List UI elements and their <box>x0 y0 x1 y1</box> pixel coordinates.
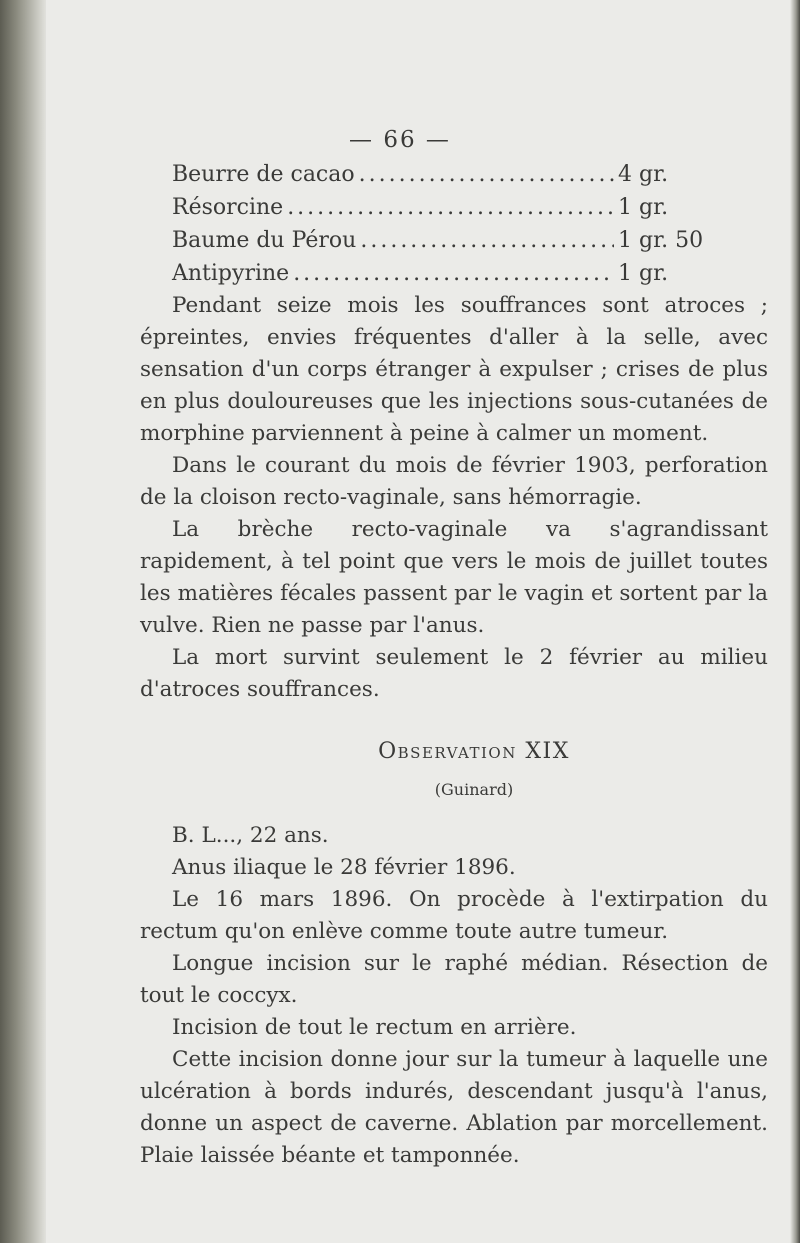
body-text <box>140 290 768 1172</box>
ingredient-name: Antipyrine <box>172 261 290 286</box>
leader-dots <box>359 162 614 187</box>
page-number: — 66 — <box>349 127 451 153</box>
recipe-row <box>172 195 692 228</box>
ingredient-name: Baume du Pérou <box>172 228 357 253</box>
recipe-row <box>172 162 692 195</box>
leader-dots <box>293 261 614 286</box>
paragraph: Pendant seize mois les souffrances sont atroces ; épreintes, envies fréquentes d'aller à la selle, avec sensation d'un corps étranger à expulser ; crises de plus en plus douloureuses que les injections sous-cutanées de morphine parviennent à peine à calmer un moment. <box>140 293 768 446</box>
paragraph: Incision de tout le rectum en arrière. <box>172 1015 577 1040</box>
paragraph: B. L..., 22 ans. <box>172 823 329 848</box>
page-left-edge <box>0 0 46 1243</box>
observation-author: (Guinard) <box>434 780 514 799</box>
paragraph: Anus iliaque le 28 février 1896. <box>172 855 516 880</box>
page-right-edge <box>790 0 800 1243</box>
ingredient-quantity: 1 gr. <box>618 261 669 286</box>
paragraph: La mort survint seulement le 2 février au milieu d'atroces souffrances. <box>140 645 768 702</box>
leader-dots <box>360 228 614 253</box>
recipe-row <box>172 228 704 261</box>
ingredient-name: Beurre de cacao <box>172 162 355 187</box>
ingredient-quantity: 4 gr. <box>618 162 669 187</box>
leader-dots <box>287 195 614 220</box>
recipe-list <box>172 162 704 294</box>
paragraph: Cette incision donne jour sur la tumeur à laquelle une ulcération à bords indurés, descendant jusqu'à l'anus, donne un aspect de caverne. Ablation par morcellement. Plaie laissée béante et tamponnée. <box>140 1047 768 1168</box>
ingredient-quantity: 1 gr. 50 <box>618 228 704 253</box>
paragraph: La brèche recto-vaginale va s'agrandissant rapidement, à tel point que vers le mois de juillet toutes les matières fécales passent par le vagin et sortent par la vulve. Rien ne passe par l'anus. <box>140 517 768 638</box>
ingredient-name: Résorcine <box>172 195 284 220</box>
paragraph: Dans le courant du mois de février 1903, perforation de la cloison recto-vaginale, sans hémorragie. <box>140 453 768 510</box>
ingredient-quantity: 1 gr. <box>618 195 669 220</box>
paragraph: Le 16 mars 1896. On procède à l'extirpation du rectum qu'on enlève comme toute autre tumeur. <box>140 887 768 944</box>
paragraph: Longue incision sur le raphé médian. Résection de tout le coccyx. <box>140 951 768 1008</box>
observation-heading: Observation XIX <box>378 739 570 764</box>
